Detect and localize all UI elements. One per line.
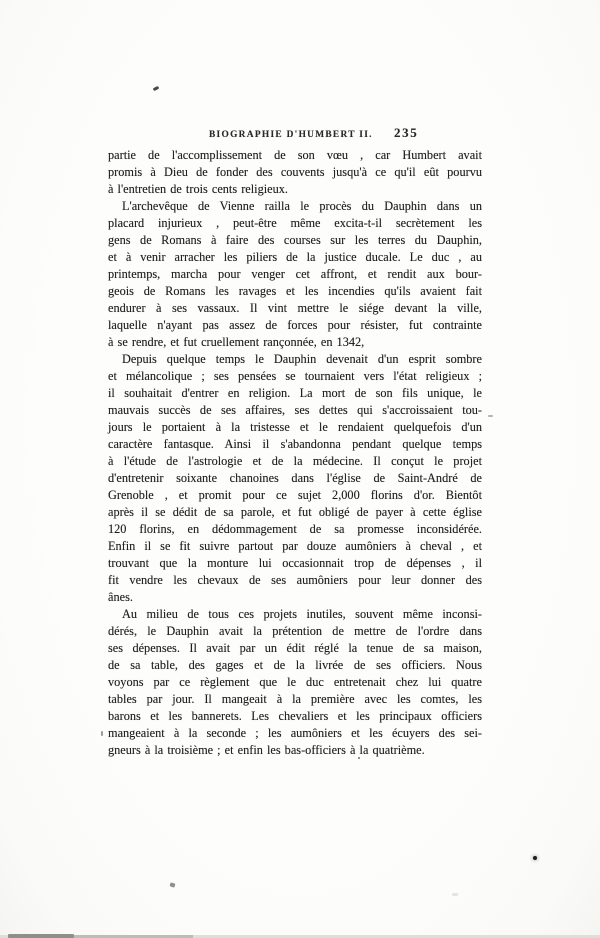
page-number: 235 — [394, 125, 419, 140]
text-line: Au milieu de tous ces projets inutiles, souvent même inconsi- — [122, 607, 482, 621]
text-line: partie de l'accomplissement de son vœu , car Humbert avait — [108, 148, 482, 162]
scan-edge-streak — [8, 934, 74, 938]
paragraph — [108, 147, 482, 198]
paragraph — [108, 198, 482, 351]
text-line: tables par jour. Il mangeait à la première avec les comtes, les — [108, 692, 482, 706]
text-line: promis à Dieu de fonder des couvents jusqu'à ce qu'il eût pourvu — [108, 165, 482, 179]
text-line: Grenoble , et promit pour ce sujet 2,000 florins d'or. Bientôt — [108, 488, 482, 502]
text-line: ses dépenses. Il avait par un édit réglé la tenue de sa maison, — [108, 641, 482, 655]
scan-speck — [452, 893, 458, 896]
text-line: Depuis quelque temps le Dauphin devenait d'un esprit sombre — [122, 352, 482, 366]
text-line: geois de Romans les ravages et les incendies qu'ils avaient fait — [108, 284, 482, 298]
text-line: mangeaient à la seconde ; les aumôniers et les écuyers des sei- — [108, 726, 482, 740]
text-line: à se rendre, et fut cruellement rançonnée, en 1342, — [108, 335, 365, 349]
scan-speck — [488, 415, 493, 417]
text-line: mauvais succès de ses affaires, ses dettes qui s'accroissaient tou- — [108, 403, 482, 417]
text-line: et à venir arracher les piliers de la justice ducale. Le duc , au — [108, 250, 482, 264]
text-line: caractère fantasque. Ainsi il s'abandonna pendant quelque temps — [108, 437, 482, 451]
text-line: dérés, le Dauphin avait la prétention de mettre de l'ordre dans — [108, 624, 482, 638]
text-line: printemps, marcha pour venger cet affront, et rendit aux bour- — [108, 267, 482, 281]
text-line: fit vendre les chevaux de ses aumôniers pour leur donner des — [108, 573, 482, 587]
page-header — [0, 0, 600, 146]
text-line: placard injurieux , peut-être même excita-t-il secrètement les — [108, 216, 482, 230]
text-line: trouvant que la monture lui occasionnait trop de dépenses , il — [108, 556, 482, 570]
text-line: d'entretenir soixante chanoines dans l'église de Saint-André de — [108, 471, 482, 485]
text-line: à l'entretien de trois cents religieux. — [108, 182, 288, 196]
text-line: Enfin il se fit suivre partout par douze aumôniers à cheval , et — [108, 539, 482, 553]
text-line: gneurs à la troisième ; et enfin les bas-officiers à la quatrième. — [108, 743, 425, 757]
text-line: barons et les bannerets. Les chevaliers et les principaux officiers — [108, 709, 482, 723]
running-title: BIOGRAPHIE D'HUMBERT II. — [209, 130, 373, 140]
text-line: voyons par ce règlement que le duc entretenait chez lui quatre — [108, 675, 482, 689]
text-line: L'archevêque de Vienne railla le procès du Dauphin dans un — [122, 199, 482, 213]
paragraph — [108, 606, 482, 759]
text-line: il souhaitait d'entrer en religion. La mort de son fils unique, le — [108, 386, 482, 400]
text-line: jours le portaient à la tristesse et le rendaient quelquefois d'un — [108, 420, 482, 434]
text-line: ânes. — [108, 590, 133, 604]
text-line: de sa table, des gages et de la livrée de ses officiers. Nous — [108, 658, 482, 672]
text-line: endurer à ses vassaux. Il vint mettre le siége devant la ville, — [108, 301, 482, 315]
page-body — [108, 147, 482, 759]
text-line: 120 florins, en dédommagement de sa promesse inconsidérée. — [108, 522, 482, 536]
text-line: gens de Romans à faire des courses sur les terres du Dauphin, — [108, 233, 482, 247]
text-line: à l'étude de l'astrologie et de la médecine. Il conçut le projet — [108, 454, 482, 468]
scan-speck — [170, 882, 176, 887]
scan-speck — [533, 856, 537, 860]
text-line: après il se dédit de sa parole, et fut obligé de payer à cette église — [108, 505, 482, 519]
text-line: laquelle n'ayant pas assez de forces pour résister, fut contrainte — [108, 318, 482, 332]
scan-speck — [101, 731, 103, 736]
paragraph — [108, 351, 482, 606]
text-line: et mélancolique ; ses pensées se tournaient vers l'état religieux ; — [108, 369, 482, 383]
